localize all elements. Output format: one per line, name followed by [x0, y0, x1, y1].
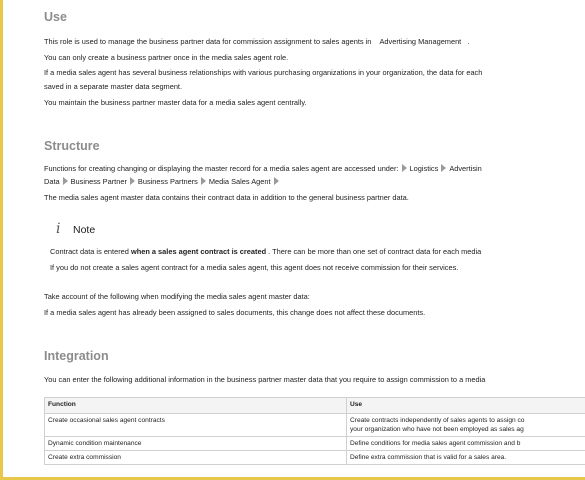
integration-paragraph: You can enter the following additional information in the business partner master data that you require to assign commission to a media [44, 375, 486, 384]
table-row [45, 437, 585, 451]
structure-heading: Structure [44, 139, 100, 153]
table-cell: Dynamic condition maintenance [45, 437, 347, 451]
path-data[interactable]: Data [44, 177, 60, 186]
page-frame-left [0, 0, 3, 480]
table-header-row [45, 398, 585, 414]
table-cell: Create contracts independently of sales agents to assign co your organization who have not been employed as sales ag [347, 414, 585, 437]
modify-paragraph-2: If a media sales agent has already been assigned to sales documents, this change does not affect these documents. [44, 308, 426, 317]
table-row [45, 414, 585, 437]
chevron-right-icon [274, 177, 279, 185]
info-icon: i [56, 221, 61, 237]
integration-heading: Integration [44, 349, 109, 363]
table-row [45, 451, 585, 465]
structure-paragraph-1: Functions for creating changing or displaying the master record for a media sales agent are accessed under: Logistics Advertisin [44, 164, 482, 173]
use-paragraph-3: If a media sales agent has several business relationships with various purchasing organizations in your organization, the data for each [44, 68, 483, 77]
integration-table [44, 397, 585, 465]
path-advertising[interactable]: Advertisin [449, 164, 482, 173]
chevron-right-icon [63, 177, 68, 185]
table-header-use: Use [347, 398, 585, 414]
chevron-right-icon [201, 177, 206, 185]
path-business-partner[interactable]: Business Partner [70, 177, 127, 186]
chevron-right-icon [130, 177, 135, 185]
advertising-management-link[interactable]: Advertising Management [379, 37, 462, 46]
table-cell: Create extra commission [45, 451, 347, 465]
note-paragraph-2: If you do not create a sales agent contract for a media sales agent, this agent does not receive commission for their services. [50, 263, 459, 272]
chevron-right-icon [402, 164, 407, 172]
structure-paragraph-2: The media sales agent master data contains their contract data in addition to the general business partner data. [44, 193, 409, 202]
modify-paragraph-1: Take account of the following when modifying the media sales agent master data: [44, 292, 310, 301]
table-cell: Create occasional sales agent contracts [45, 414, 347, 437]
note-paragraph-1: Contract data is entered when a sales agent contract is created . There can be more than one set of contract data for each media [50, 247, 482, 256]
note-title: Note [73, 224, 96, 236]
use-paragraph-2: You can only create a business partner once in the media sales agent role. [44, 53, 289, 62]
path-logistics[interactable]: Logistics [409, 164, 439, 173]
path-business-partners[interactable]: Business Partners [137, 177, 198, 186]
table-cell: Define extra commission that is valid for a sales area. [347, 451, 585, 465]
structure-path-line [44, 177, 282, 186]
path-media-sales-agent[interactable]: Media Sales Agent [208, 177, 271, 186]
document-content [44, 0, 585, 480]
table-header-function: Function [45, 398, 347, 414]
table-cell: Define conditions for media sales agent commission and b [347, 437, 585, 451]
use-paragraph-4: You maintain the business partner master data for a media sales agent centrally. [44, 98, 307, 107]
use-paragraph-1: This role is used to manage the business partner data for commission assignment to sales agents in Advertising Management . [44, 37, 470, 46]
use-paragraph-3-cont: saved in a separate master data segment. [44, 82, 183, 91]
use-heading: Use [44, 10, 67, 24]
chevron-right-icon [441, 164, 446, 172]
